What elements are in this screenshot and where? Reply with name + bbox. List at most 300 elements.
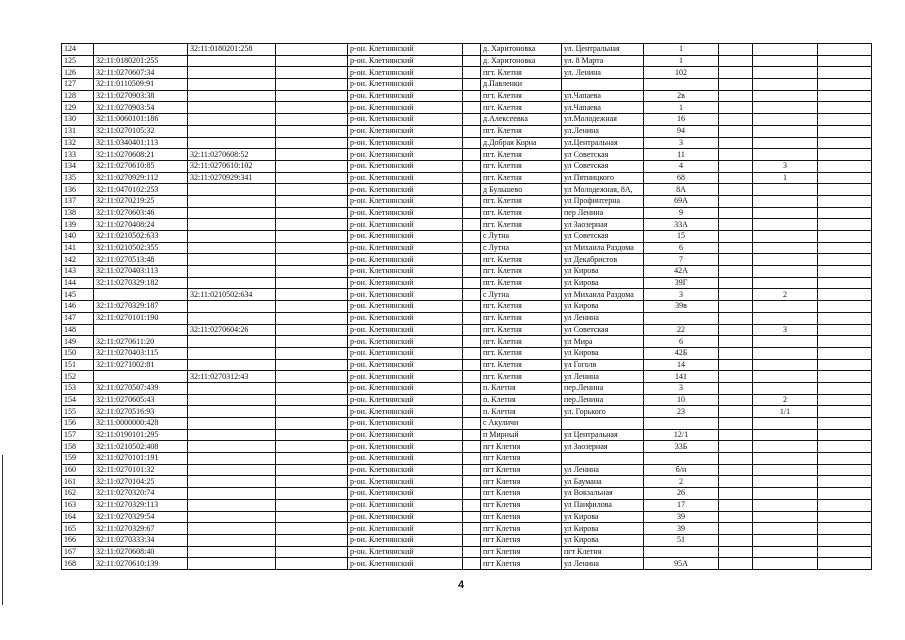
related-cadastral-number-cell <box>188 336 276 348</box>
row-number-cell: 129 <box>62 102 94 114</box>
row-number-cell: 144 <box>62 277 94 289</box>
cadastral-number-cell: 32:11:0270903:54 <box>94 102 188 114</box>
blank-column-cell <box>463 277 481 289</box>
table-row <box>62 371 872 383</box>
cadastral-number-cell: 32:11:0340401:113 <box>94 137 188 149</box>
blank-column-cell <box>719 125 753 137</box>
street-cell: ул.Чапаева <box>562 102 644 114</box>
street-cell: ул.Чапаева <box>562 90 644 102</box>
related-cadastral-number-cell <box>188 406 276 418</box>
related-cadastral-number-cell <box>188 476 276 488</box>
table-row <box>62 242 872 254</box>
blank-column-cell <box>818 67 872 79</box>
apartment-number-cell <box>753 464 818 476</box>
row-number-cell: 145 <box>62 289 94 301</box>
blank-column-cell <box>818 55 872 67</box>
street-cell: ул. Горького <box>562 406 644 418</box>
district-cell: р-он. Клетнянский <box>348 67 463 79</box>
scan-edge-line <box>2 455 3 605</box>
apartment-number-cell <box>753 429 818 441</box>
cadastral-number-cell: 32:11:0270611:20 <box>94 336 188 348</box>
blank-column-cell <box>463 336 481 348</box>
street-cell: ул Баумана <box>562 476 644 488</box>
blank-column-cell <box>463 289 481 301</box>
house-number-cell: 2 <box>644 476 719 488</box>
street-cell: ул Гоголя <box>562 359 644 371</box>
apartment-number-cell <box>753 137 818 149</box>
settlement-cell: пгт Клетня <box>481 499 562 511</box>
row-number-cell: 138 <box>62 207 94 219</box>
blank-column-cell <box>463 488 481 500</box>
settlement-cell: д.Алексеевка <box>481 114 562 126</box>
row-number-cell: 160 <box>62 464 94 476</box>
district-cell: р-он. Клетнянский <box>348 125 463 137</box>
blank-column-cell <box>463 312 481 324</box>
street-cell: ул Кирова <box>562 277 644 289</box>
blank-column-cell <box>719 429 753 441</box>
blank-column-cell <box>818 160 872 172</box>
blank-column-cell <box>463 125 481 137</box>
apartment-number-cell <box>753 79 818 91</box>
table-row <box>62 464 872 476</box>
house-number-cell: 17 <box>644 499 719 511</box>
settlement-cell: д.Павленки <box>481 79 562 91</box>
apartment-number-cell: 2 <box>753 289 818 301</box>
cadastral-number-cell <box>94 289 188 301</box>
blank-column-cell <box>463 324 481 336</box>
blank-column-cell <box>463 184 481 196</box>
settlement-cell: п Мирный <box>481 429 562 441</box>
blank-column-cell <box>818 429 872 441</box>
blank-column-cell <box>719 289 753 301</box>
related-cadastral-number-cell: 32:11:0270312:43 <box>188 371 276 383</box>
settlement-cell: пгт. Клетня <box>481 371 562 383</box>
district-cell: р-он. Клетнянский <box>348 195 463 207</box>
blank-column-cell <box>276 534 348 546</box>
related-cadastral-number-cell <box>188 558 276 570</box>
blank-column-cell <box>818 382 872 394</box>
blank-column-cell <box>276 464 348 476</box>
blank-column-cell <box>276 523 348 535</box>
cadastral-number-cell: 32:11:0270101:190 <box>94 312 188 324</box>
house-number-cell: 6 <box>644 242 719 254</box>
settlement-cell: пгт. Клетня <box>481 102 562 114</box>
house-number-cell <box>644 312 719 324</box>
cadastral-number-cell: 32:11:0270507:439 <box>94 382 188 394</box>
blank-column-cell <box>719 499 753 511</box>
blank-column-cell <box>463 207 481 219</box>
blank-column-cell <box>818 336 872 348</box>
blank-column-cell <box>719 371 753 383</box>
row-number-cell: 130 <box>62 114 94 126</box>
cadastral-number-cell <box>94 324 188 336</box>
blank-column-cell <box>818 79 872 91</box>
blank-column-cell <box>463 453 481 465</box>
house-number-cell: б/н <box>644 464 719 476</box>
district-cell: р-он. Клетнянский <box>348 277 463 289</box>
blank-column-cell <box>463 44 481 56</box>
blank-column-cell <box>463 55 481 67</box>
blank-column-cell <box>463 90 481 102</box>
table-row <box>62 453 872 465</box>
blank-column-cell <box>463 418 481 430</box>
cadastral-number-cell: 32:11:0270608:21 <box>94 149 188 161</box>
blank-column-cell <box>276 546 348 558</box>
apartment-number-cell <box>753 359 818 371</box>
district-cell: р-он. Клетнянский <box>348 453 463 465</box>
row-number-cell: 136 <box>62 184 94 196</box>
settlement-cell: пгт. Клетня <box>481 160 562 172</box>
district-cell: р-он. Клетнянский <box>348 371 463 383</box>
house-number-cell: 39в <box>644 301 719 313</box>
table-row <box>62 546 872 558</box>
street-cell: ул Ленина <box>562 371 644 383</box>
related-cadastral-number-cell <box>188 312 276 324</box>
settlement-cell: пгт. Клетня <box>481 359 562 371</box>
blank-column-cell <box>463 511 481 523</box>
table-row <box>62 160 872 172</box>
blank-column-cell <box>719 137 753 149</box>
blank-column-cell <box>463 102 481 114</box>
cadastral-number-cell <box>94 371 188 383</box>
blank-column-cell <box>719 406 753 418</box>
table-row <box>62 406 872 418</box>
blank-column-cell <box>276 55 348 67</box>
row-number-cell: 128 <box>62 90 94 102</box>
table-row <box>62 254 872 266</box>
blank-column-cell <box>276 160 348 172</box>
house-number-cell: 8А <box>644 184 719 196</box>
district-cell: р-он. Клетнянский <box>348 160 463 172</box>
cadastral-number-cell <box>94 44 188 56</box>
row-number-cell: 166 <box>62 534 94 546</box>
blank-column-cell <box>463 67 481 79</box>
blank-column-cell <box>463 79 481 91</box>
blank-column-cell <box>719 55 753 67</box>
row-number-cell: 154 <box>62 394 94 406</box>
blank-column-cell <box>276 301 348 313</box>
apartment-number-cell <box>753 382 818 394</box>
blank-column-cell <box>719 418 753 430</box>
blank-column-cell <box>276 114 348 126</box>
settlement-cell: пгт. Клетня <box>481 266 562 278</box>
related-cadastral-number-cell <box>188 277 276 289</box>
blank-column-cell <box>276 172 348 184</box>
table-row <box>62 289 872 301</box>
settlement-cell: д. Харитоновка <box>481 44 562 56</box>
row-number-cell: 162 <box>62 488 94 500</box>
blank-column-cell <box>276 476 348 488</box>
blank-column-cell <box>719 394 753 406</box>
blank-column-cell <box>818 266 872 278</box>
house-number-cell: 3 <box>644 382 719 394</box>
blank-column-cell <box>276 184 348 196</box>
district-cell: р-он. Клетнянский <box>348 79 463 91</box>
blank-column-cell <box>719 546 753 558</box>
street-cell: ул Кирова <box>562 266 644 278</box>
street-cell: ул Вокзальная <box>562 488 644 500</box>
row-number-cell: 156 <box>62 418 94 430</box>
apartment-number-cell: 3 <box>753 324 818 336</box>
table-row <box>62 219 872 231</box>
street-cell: ул Ленина <box>562 558 644 570</box>
street-cell: ул Кирова <box>562 511 644 523</box>
blank-column-cell <box>818 464 872 476</box>
house-number-cell <box>644 418 719 430</box>
related-cadastral-number-cell <box>188 219 276 231</box>
blank-column-cell <box>818 476 872 488</box>
row-number-cell: 163 <box>62 499 94 511</box>
table-row <box>62 149 872 161</box>
blank-column-cell <box>276 289 348 301</box>
blank-column-cell <box>463 406 481 418</box>
row-number-cell: 165 <box>62 523 94 535</box>
district-cell: р-он. Клетнянский <box>348 301 463 313</box>
house-number-cell: 4 <box>644 160 719 172</box>
blank-column-cell <box>818 499 872 511</box>
row-number-cell: 152 <box>62 371 94 383</box>
blank-column-cell <box>818 453 872 465</box>
blank-column-cell <box>276 359 348 371</box>
settlement-cell: пгт. Клетня <box>481 67 562 79</box>
street-cell <box>562 453 644 465</box>
apartment-number-cell: 1 <box>753 172 818 184</box>
house-number-cell: 9 <box>644 207 719 219</box>
blank-column-cell <box>276 125 348 137</box>
apartment-number-cell <box>753 546 818 558</box>
blank-column-cell <box>463 231 481 243</box>
related-cadastral-number-cell <box>188 499 276 511</box>
street-cell: ул Пятницкого <box>562 172 644 184</box>
blank-column-cell <box>818 347 872 359</box>
table-row <box>62 429 872 441</box>
blank-column-cell <box>818 534 872 546</box>
apartment-number-cell <box>753 336 818 348</box>
district-cell: р-он. Клетнянский <box>348 266 463 278</box>
district-cell: р-он. Клетнянский <box>348 184 463 196</box>
apartment-number-cell <box>753 371 818 383</box>
district-cell: р-он. Клетнянский <box>348 511 463 523</box>
apartment-number-cell: 3 <box>753 160 818 172</box>
blank-column-cell <box>719 184 753 196</box>
house-number-cell: 1 <box>644 44 719 56</box>
street-cell: ул Профинтерна <box>562 195 644 207</box>
street-cell: ул Кирова <box>562 523 644 535</box>
blank-column-cell <box>719 347 753 359</box>
row-number-cell: 157 <box>62 429 94 441</box>
cadastral-number-cell: 32:11:0110509:91 <box>94 79 188 91</box>
street-cell: ул Панфилова <box>562 499 644 511</box>
blank-column-cell <box>463 499 481 511</box>
blank-column-cell <box>463 394 481 406</box>
row-number-cell: 149 <box>62 336 94 348</box>
apartment-number-cell <box>753 558 818 570</box>
house-number-cell: 68 <box>644 172 719 184</box>
table-row <box>62 137 872 149</box>
blank-column-cell <box>818 324 872 336</box>
district-cell: р-он. Клетнянский <box>348 219 463 231</box>
settlement-cell: пгт. Клетня <box>481 336 562 348</box>
cadastral-number-cell: 32:11:0190101:295 <box>94 429 188 441</box>
house-number-cell: 141 <box>644 371 719 383</box>
row-number-cell: 161 <box>62 476 94 488</box>
street-cell: пер.Ленина <box>562 394 644 406</box>
blank-column-cell <box>719 464 753 476</box>
related-cadastral-number-cell <box>188 441 276 453</box>
house-number-cell: 33А <box>644 219 719 231</box>
row-number-cell: 168 <box>62 558 94 570</box>
blank-column-cell <box>276 277 348 289</box>
street-cell: ул. Центральная <box>562 44 644 56</box>
district-cell: р-он. Клетнянский <box>348 324 463 336</box>
blank-column-cell <box>818 172 872 184</box>
cadastral-number-cell: 32:11:0270513:48 <box>94 254 188 266</box>
row-number-cell: 135 <box>62 172 94 184</box>
related-cadastral-number-cell <box>188 207 276 219</box>
blank-column-cell <box>719 149 753 161</box>
blank-column-cell <box>719 382 753 394</box>
district-cell: р-он. Клетнянский <box>348 441 463 453</box>
register-body <box>62 44 872 570</box>
row-number-cell: 153 <box>62 382 94 394</box>
blank-column-cell <box>463 464 481 476</box>
blank-column-cell <box>276 371 348 383</box>
blank-column-cell <box>719 79 753 91</box>
table-row <box>62 394 872 406</box>
blank-column-cell <box>719 114 753 126</box>
related-cadastral-number-cell <box>188 55 276 67</box>
cadastral-number-cell: 32:11:0000000:428 <box>94 418 188 430</box>
apartment-number-cell <box>753 418 818 430</box>
house-number-cell <box>644 546 719 558</box>
blank-column-cell <box>276 266 348 278</box>
cadastral-number-cell: 32:11:0270605:43 <box>94 394 188 406</box>
table-row <box>62 266 872 278</box>
apartment-number-cell <box>753 347 818 359</box>
apartment-number-cell <box>753 149 818 161</box>
blank-column-cell <box>463 382 481 394</box>
apartment-number-cell <box>753 207 818 219</box>
house-number-cell: 23 <box>644 406 719 418</box>
cadastral-number-cell: 32:11:0060101:186 <box>94 114 188 126</box>
related-cadastral-number-cell <box>188 394 276 406</box>
street-cell: ул Кирова <box>562 301 644 313</box>
district-cell: р-он. Клетнянский <box>348 394 463 406</box>
district-cell: р-он. Клетнянский <box>348 137 463 149</box>
related-cadastral-number-cell: 32:11:0270929:341 <box>188 172 276 184</box>
apartment-number-cell <box>753 453 818 465</box>
district-cell: р-он. Клетнянский <box>348 90 463 102</box>
cadastral-number-cell: 32:11:0470102:253 <box>94 184 188 196</box>
district-cell: р-он. Клетнянский <box>348 231 463 243</box>
blank-column-cell <box>818 195 872 207</box>
blank-column-cell <box>719 195 753 207</box>
cadastral-number-cell: 32:11:0270101:32 <box>94 464 188 476</box>
cadastral-number-cell: 32:11:0210502:355 <box>94 242 188 254</box>
blank-column-cell <box>719 231 753 243</box>
row-number-cell: 137 <box>62 195 94 207</box>
row-number-cell: 125 <box>62 55 94 67</box>
blank-column-cell <box>276 324 348 336</box>
related-cadastral-number-cell <box>188 79 276 91</box>
cadastral-number-cell: 32:11:0180201:255 <box>94 55 188 67</box>
street-cell: ул Заозерная <box>562 441 644 453</box>
blank-column-cell <box>276 418 348 430</box>
apartment-number-cell <box>753 254 818 266</box>
apartment-number-cell <box>753 67 818 79</box>
blank-column-cell <box>818 511 872 523</box>
row-number-cell: 140 <box>62 231 94 243</box>
district-cell: р-он. Клетнянский <box>348 534 463 546</box>
settlement-cell: с Акуличи <box>481 418 562 430</box>
table-row <box>62 90 872 102</box>
apartment-number-cell <box>753 90 818 102</box>
row-number-cell: 133 <box>62 149 94 161</box>
blank-column-cell <box>276 254 348 266</box>
related-cadastral-number-cell <box>188 429 276 441</box>
related-cadastral-number-cell <box>188 242 276 254</box>
settlement-cell: пгт Клетня <box>481 546 562 558</box>
street-cell: ул Декабристов <box>562 254 644 266</box>
blank-column-cell <box>276 195 348 207</box>
district-cell: р-он. Клетнянский <box>348 546 463 558</box>
related-cadastral-number-cell <box>188 231 276 243</box>
street-cell: ул Кирова <box>562 534 644 546</box>
related-cadastral-number-cell <box>188 254 276 266</box>
cadastral-number-cell: 32:11:0270320:74 <box>94 488 188 500</box>
settlement-cell: пгт. Клетня <box>481 301 562 313</box>
house-number-cell: 11 <box>644 149 719 161</box>
blank-column-cell <box>818 149 872 161</box>
settlement-cell: пгт. Клетня <box>481 219 562 231</box>
related-cadastral-number-cell <box>188 464 276 476</box>
row-number-cell: 164 <box>62 511 94 523</box>
settlement-cell: пгт. Клетня <box>481 172 562 184</box>
blank-column-cell <box>276 499 348 511</box>
street-cell: ул Центральная <box>562 429 644 441</box>
apartment-number-cell: 2 <box>753 394 818 406</box>
row-number-cell: 146 <box>62 301 94 313</box>
blank-column-cell <box>276 44 348 56</box>
row-number-cell: 167 <box>62 546 94 558</box>
apartment-number-cell <box>753 488 818 500</box>
cadastral-number-cell: 32:11:0270408:24 <box>94 219 188 231</box>
district-cell: р-он. Клетнянский <box>348 336 463 348</box>
settlement-cell: пгт Клетня <box>481 558 562 570</box>
house-number-cell <box>644 453 719 465</box>
blank-column-cell <box>276 79 348 91</box>
district-cell: р-он. Клетнянский <box>348 359 463 371</box>
blank-column-cell <box>818 523 872 535</box>
district-cell: р-он. Клетнянский <box>348 347 463 359</box>
blank-column-cell <box>719 359 753 371</box>
table-row <box>62 195 872 207</box>
street-cell: ул Советская <box>562 324 644 336</box>
table-row <box>62 125 872 137</box>
cadastral-number-cell: 32:11:0270603:46 <box>94 207 188 219</box>
related-cadastral-number-cell <box>188 184 276 196</box>
apartment-number-cell <box>753 301 818 313</box>
blank-column-cell <box>818 254 872 266</box>
settlement-cell: с Лутна <box>481 231 562 243</box>
settlement-cell: д.Добрая Корна <box>481 137 562 149</box>
settlement-cell: пгт. Клетня <box>481 195 562 207</box>
settlement-cell: пгт Клетня <box>481 488 562 500</box>
row-number-cell: 142 <box>62 254 94 266</box>
district-cell: р-он. Клетнянский <box>348 207 463 219</box>
blank-column-cell <box>818 406 872 418</box>
blank-column-cell <box>719 219 753 231</box>
